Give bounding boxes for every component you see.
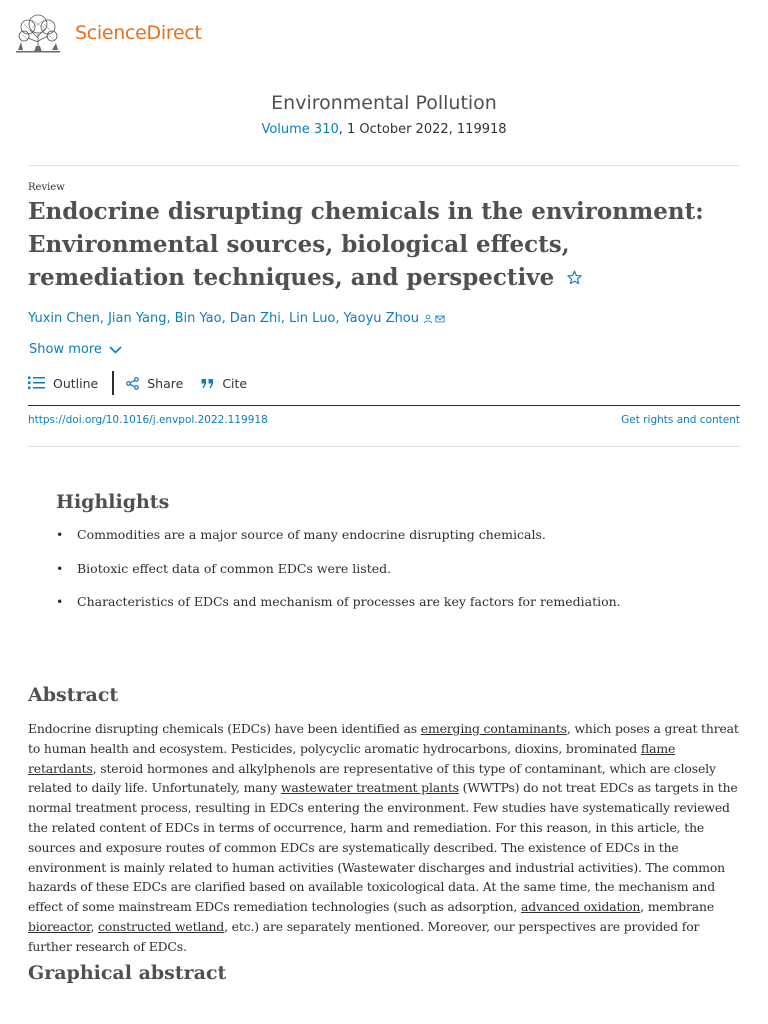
article-toolbar bbox=[28, 370, 247, 396]
abstract-text bbox=[28, 719, 740, 957]
abstract-text-part: (WWTPs) do not treat EDCs as targets in the normal treatment process, resulting in EDCs entering the environment. Few studies have systematically reviewed the related content of EDCs in terms of occurrence, harm and remediation. For this reason, in this article, the sources and exposure routes of common EDCs are systematically described. The existence of EDCs in the environment is mainly related to human activities (Wastewater discharges and industrial activities). The common hazards of these EDCs are clarified based on available toxicological data. At the same time, the mechanism and effect of some mainstream EDCs remediation technologies (such as adsorption, bbox=[28, 780, 738, 915]
share-icon bbox=[126, 377, 139, 390]
keyword-link[interactable]: constructed wetland bbox=[98, 918, 225, 934]
show-more-button[interactable] bbox=[29, 342, 122, 357]
rights-link[interactable]: Get rights and content bbox=[621, 414, 740, 426]
keyword-link[interactable]: advanced oxidation bbox=[521, 899, 641, 915]
journal-title-link[interactable]: Environmental Pollution bbox=[271, 92, 497, 114]
graphical-abstract-heading: Graphical abstract bbox=[28, 962, 227, 984]
list-item: • Commodities are a major source of many endocrine disrupting chemicals. bbox=[56, 527, 736, 561]
article-title bbox=[28, 195, 728, 294]
star-icon[interactable] bbox=[566, 269, 583, 286]
author-link[interactable]: Dan Zhi, bbox=[229, 311, 285, 326]
sciencedirect-brand-link[interactable]: ScienceDirect bbox=[75, 22, 202, 44]
keyword-link[interactable]: wastewater treatment plants bbox=[280, 780, 459, 796]
divider bbox=[28, 165, 740, 166]
author-link[interactable]: Yaoyu Zhou bbox=[343, 311, 420, 326]
article-type-label: Review bbox=[28, 182, 65, 193]
abstract-text-part: , membrane bbox=[640, 899, 715, 915]
author-link[interactable]: Lin Luo, bbox=[288, 311, 340, 326]
share-label: Share bbox=[147, 375, 184, 391]
author-list bbox=[28, 311, 445, 326]
site-header bbox=[14, 12, 202, 54]
keyword-link[interactable]: emerging contaminants bbox=[420, 721, 567, 736]
chevron-down-icon bbox=[109, 346, 122, 354]
elsevier-tree-logo-icon[interactable] bbox=[14, 12, 62, 54]
share-button[interactable] bbox=[126, 376, 183, 391]
abstract-text-part: , which poses a great threat to human health and ecosystem. Pesticides, polycyclic aromatic hydrocarbons, dioxins, brominated bbox=[28, 721, 739, 756]
keyword-link[interactable]: flame retardants bbox=[28, 740, 676, 776]
list-icon bbox=[28, 376, 45, 390]
outline-label: Outline bbox=[53, 375, 99, 391]
abstract-text-part: Endocrine disrupting chemicals (EDCs) have been identified as bbox=[28, 721, 421, 736]
divider bbox=[28, 405, 740, 406]
toolbar-divider bbox=[112, 371, 114, 395]
list-item: • Characteristics of EDCs and mechanism of processes are key factors for remediation. bbox=[56, 594, 736, 628]
highlights-heading: Highlights bbox=[56, 491, 170, 513]
journal-meta bbox=[0, 122, 768, 137]
volume-link[interactable]: Volume 310 bbox=[261, 122, 339, 137]
journal-info bbox=[0, 92, 768, 137]
list-item: • Biotoxic effect data of common EDCs were listed. bbox=[56, 561, 736, 595]
author-link[interactable]: Yuxin Chen, bbox=[28, 311, 105, 326]
person-icon[interactable] bbox=[423, 314, 433, 324]
outline-button[interactable] bbox=[28, 376, 98, 391]
quote-icon bbox=[201, 378, 214, 389]
author-link[interactable]: Jian Yang, bbox=[108, 311, 171, 326]
abstract-text-part: , etc.) are separately mentioned. Moreover, our perspectives are provided for further research of EDCs. bbox=[28, 918, 700, 954]
divider bbox=[28, 446, 740, 447]
article-title-text: Endocrine disrupting chemicals in the environment: Environmental sources, biological effects, remediation techniques, and perspective bbox=[28, 198, 704, 291]
email-icon[interactable] bbox=[435, 314, 445, 324]
abstract-text-part: , bbox=[90, 918, 99, 934]
cite-label: Cite bbox=[222, 375, 248, 391]
cite-button[interactable] bbox=[201, 376, 247, 391]
highlights-list bbox=[56, 527, 736, 628]
keyword-link[interactable]: bioreactor bbox=[28, 918, 91, 934]
doi-link[interactable]: https://doi.org/10.1016/j.envpol.2022.119918 bbox=[28, 414, 268, 426]
abstract-text-part: , steroid hormones and alkylphenols are representative of this type of contaminant, which are closely related to daily life. Unfortunately, many bbox=[28, 760, 716, 796]
author-link[interactable]: Bin Yao, bbox=[174, 311, 226, 326]
show-more-label: Show more bbox=[29, 342, 102, 357]
abstract-heading: Abstract bbox=[28, 684, 119, 706]
issue-date-article: , 1 October 2022, 119918 bbox=[338, 122, 507, 137]
